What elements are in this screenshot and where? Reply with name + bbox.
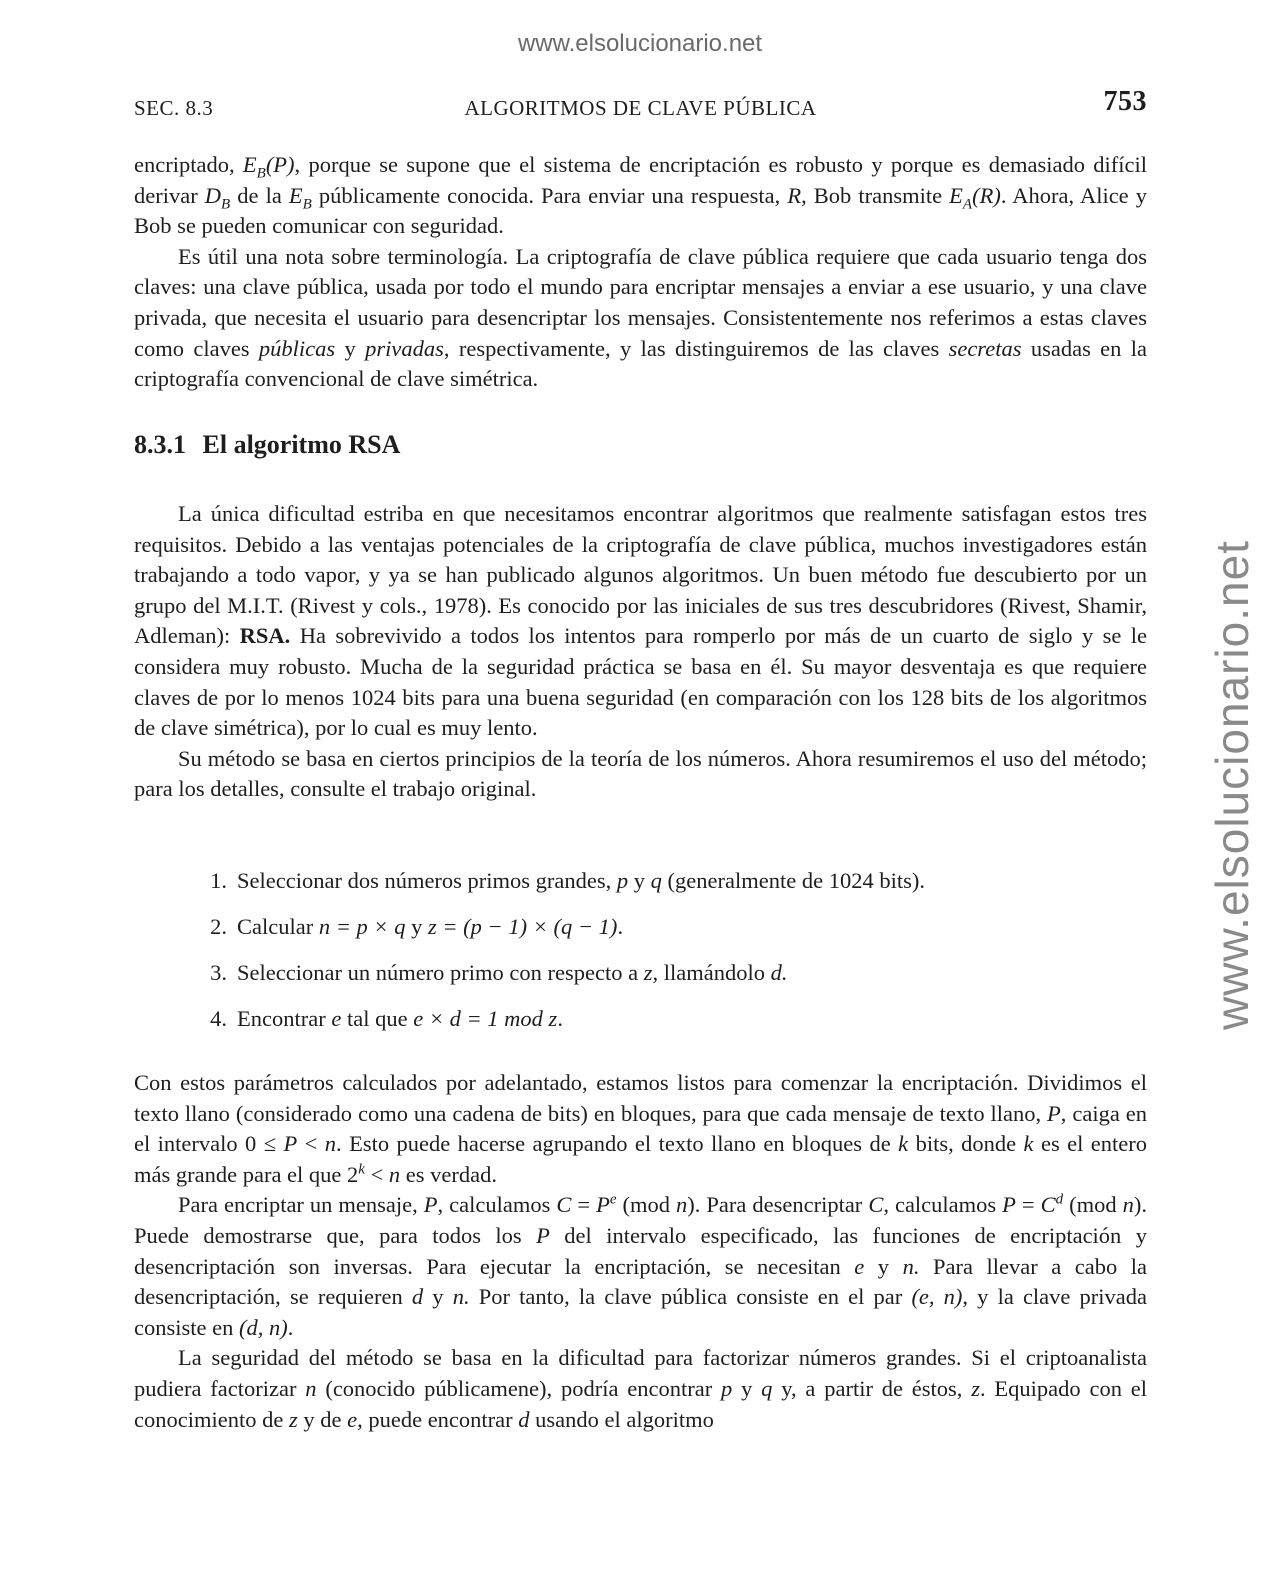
- paragraph: encriptado, $E_B(P)$, porque se supone que el sistema de encriptación es robusto y porque es demasiado difícil derivar $D_B$ de la $E_B$ públicamente conocida. Para enviar una respuesta, R, Bob transmite $E_A(R)$. Ahora, Alice y Bob se pueden comunicar con seguridad.: [134, 152, 1147, 239]
- text-block-bottom: [134, 1068, 1147, 1435]
- watermark-side: www.elsolucionario.net: [1206, 540, 1258, 1030]
- paragraph: Para encriptar un mensaje, P, calculamos $C = P^e$ (mod n). Para desencriptar C, calculamos $P = C^d$ (mod n). Puede demostrarse que, para todos los P del intervalo especificado, las funciones de encriptación y desencriptación son inversas. Para ejecutar la encriptación, se necesitan e y n. Para llevar a cabo la desencriptación, se requieren d y n. Por tanto, la clave pública consiste en el par (e, n), y la clave privada consiste en (d, n).: [134, 1191, 1148, 1340]
- paragraph: Su método se basa en ciertos principios de la teoría de los números. Ahora resumiremos el uso del método; para los detalles, consulte el trabajo original.: [134, 745, 1147, 802]
- section-label: SEC. 8.3: [134, 96, 214, 120]
- list-item: 2. Calcular n = p × q y z = (p − 1) × (q − 1).: [210, 914, 624, 939]
- list-item: 1. Seleccionar dos números primos grandes, p y q (generalmente de 1024 bits).: [210, 868, 925, 893]
- paragraph: La seguridad del método se basa en la dificultad para factorizar números grandes. Si el criptoanalista pudiera factorizar n (conocido públicamene), podría encontrar p y q y, a partir de éstos, z. Equipado con el conocimiento de z y de e, puede encontrar d usando el algoritmo: [134, 1345, 1147, 1432]
- list-item: 4. Encontrar e tal que e × d = 1 mod z.: [210, 1006, 563, 1031]
- paragraph: Es útil una nota sobre terminología. La criptografía de clave pública requiere que cada usuario tenga dos claves: una clave pública, usada por todo el mundo para encriptar mensajes a enviar a ese usuario, y una clave privada, que necesita el usuario para desencriptar los mensajes. Consistentemente nos referimos a estas claves como claves públicas y privadas, respectivamente, y las distinguiremos de las claves secretas usadas en la criptografía convencional de clave simétrica.: [134, 243, 1148, 392]
- section-heading: [134, 430, 400, 460]
- paragraph: La única dificultad estriba en que necesitamos encontrar algoritmos que realmente satisfagan estos tres requisitos. Debido a las ventajas potenciales de la criptografía de clave pública, muchos investigadores están trabajando a todo vapor, y ya se han publicado algunos algoritmos. Un buen método fue descubierto por un grupo del M.I.T. (Rivest y cols., 1978). Es conocido por las iniciales de sus tres descubridores (Rivest, Shamir, Adleman): RSA. Ha sobrevivido a todos los intentos para romperlo por más de un cuarto de siglo y se le considera muy robusto. Mucha de la seguridad práctica se basa en él. Su mayor desventaja es que requiere claves de por lo menos 1024 bits para una buena seguridad (en comparación con los 128 bits de los algoritmos de clave simétrica), por lo cual es muy lento.: [134, 501, 1148, 741]
- steps-list: [134, 866, 1147, 1050]
- page-number: 753: [1103, 86, 1147, 117]
- section-title: El algoritmo RSA: [202, 430, 401, 459]
- chapter-title: ALGORITMOS DE CLAVE PÚBLICA: [464, 96, 817, 120]
- text-block-top: [134, 150, 1147, 395]
- text-block-rsa-intro: [134, 499, 1147, 805]
- section-number: 8.3.1: [134, 430, 186, 459]
- watermark-top: www.elsolucionario.net: [517, 30, 763, 57]
- paragraph: Con estos parámetros calculados por adelantado, estamos listos para comenzar la encriptación. Dividimos el texto llano (considerado como una cadena de bits) en bloques, para que cada mensaje de texto llano, P, caiga en el intervalo 0 ≤ P < n. Esto puede hacerse agrupando el texto llano en bloques de k bits, donde k es el entero más grande para el que $2^k < n$ es verdad.: [134, 1070, 1147, 1187]
- list-item: 3. Seleccionar un número primo con respecto a z, llamándolo d.: [210, 960, 788, 985]
- running-head: [134, 86, 1147, 123]
